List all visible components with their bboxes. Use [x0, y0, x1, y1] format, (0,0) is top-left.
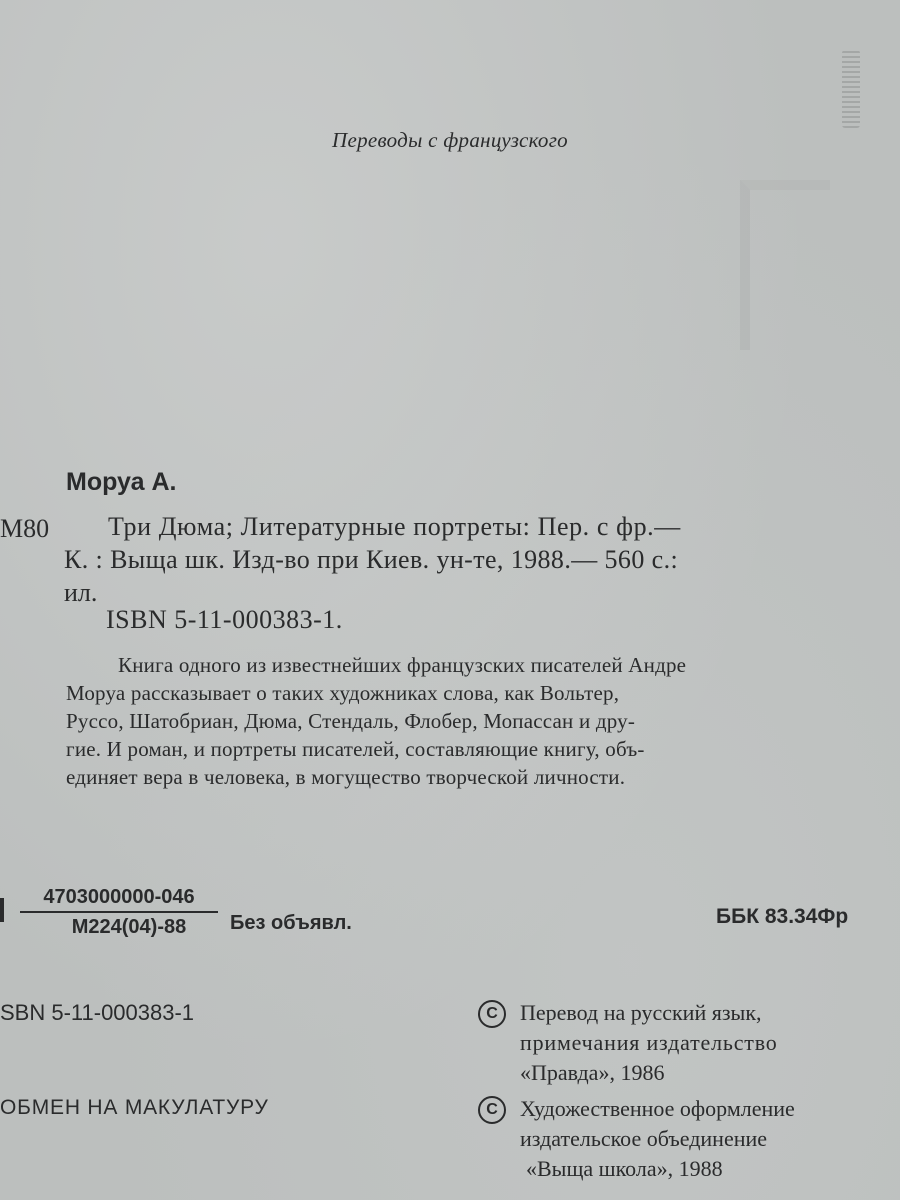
copyright-notice [478, 1094, 795, 1184]
copyright-line: Перевод на русский язык, [520, 1000, 762, 1025]
publication-code-fraction [18, 886, 220, 939]
copyright-notice [478, 998, 778, 1088]
bibliographic-description [64, 510, 681, 609]
annotation-line: Руссо, Шатобриан, Дюма, Стендаль, Флобер, Мопассан и дру- [66, 709, 636, 733]
copyright-line: «Правда», 1986 [520, 1060, 665, 1085]
annotation-line: единяет вера в человека, в могущество творческой личности. [66, 765, 626, 789]
annotation-line: Книга одного из известнейших французских писателей Андре [118, 653, 687, 677]
copyright-icon: C [478, 1096, 506, 1124]
book-annotation [66, 651, 876, 791]
page-edge-mark [842, 50, 860, 128]
cropped-edge-character [0, 898, 4, 922]
copyright-text [520, 1094, 795, 1184]
copyright-line: «Выща школа», 1988 [526, 1156, 723, 1181]
isbn-catalog: ISBN 5-11-000383-1. [106, 605, 343, 634]
bibliographic-line: Три Дюма; Литературные портреты: Пер. с фр.— [108, 512, 681, 541]
copyright-line: примечания издательство [520, 1030, 778, 1055]
annotation-line: гие. И роман, и портреты писателей, составляющие книгу, объ- [66, 737, 645, 761]
bibliographic-line: ил. [64, 578, 98, 607]
exchange-note: ОБМЕН НА МАКУЛАТУРУ [0, 1096, 269, 1119]
copyright-line: издательское объединение [520, 1126, 768, 1151]
author-heading: Моруа А. [66, 468, 177, 496]
fraction-numerator: 4703000000-046 [43, 886, 195, 908]
isbn-bottom: SBN 5-11-000383-1 [0, 1000, 195, 1025]
show-through-print [740, 180, 830, 350]
bibliographic-line: К. : Выща шк. Изд-во при Киев. ун-те, 1988.— 560 с.: [64, 545, 679, 574]
bbk-code: ББК 83.34Фр [716, 905, 849, 928]
classification-code: М80 [0, 514, 50, 543]
copyright-text [520, 998, 778, 1088]
annotation-line: Моруа рассказывает о таких художниках слова, как Вольтер, [66, 681, 620, 705]
fraction-denominator: М224(04)-88 [71, 916, 187, 938]
series-title: Переводы с французского [332, 128, 568, 152]
announcement-note: Без объявл. [230, 912, 352, 934]
copyright-icon: C [478, 1000, 506, 1028]
copyright-line: Художественное оформление [520, 1096, 795, 1121]
